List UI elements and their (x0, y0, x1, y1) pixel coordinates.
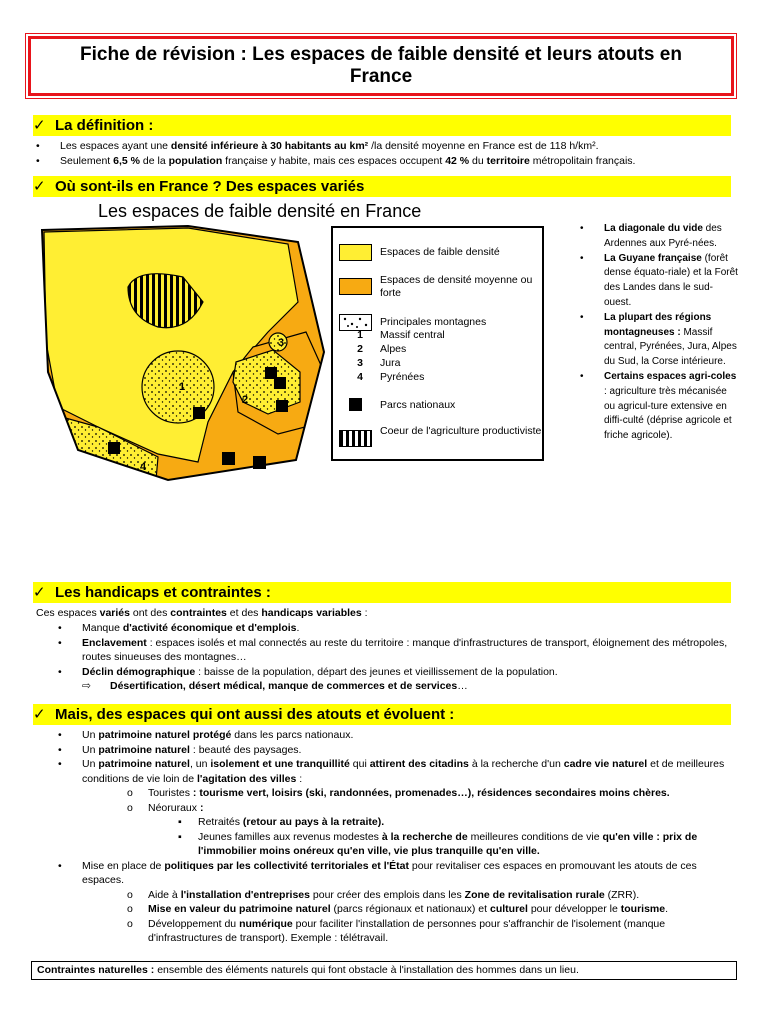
definition-box (31, 961, 737, 980)
text: Les espaces ayant une (60, 140, 171, 152)
bold-text: Zone de revitalisation rurale (464, 888, 605, 901)
text: française y habite, mais ces espaces occupent (222, 154, 446, 167)
bold-text: contraintes (170, 607, 227, 619)
park-marker (274, 377, 286, 389)
side-item (580, 370, 740, 444)
bold-text: d'activité économique et d'emplois (122, 622, 297, 634)
check-icon: ✓ (33, 706, 46, 723)
bold-text: politiques par les collectivité territoriales et l'État (164, 859, 409, 872)
legend-label: Principales montagnes (380, 316, 487, 328)
check-icon: ✓ (33, 584, 46, 601)
bold-text: Mise en valeur du patrimoine naturel (148, 903, 331, 915)
handicaps-intro (36, 606, 736, 621)
text: de la (139, 154, 169, 167)
text: , un (189, 758, 211, 770)
text: dans les parcs nationaux. (231, 729, 354, 741)
park-marker (276, 400, 288, 412)
bold-text: : (197, 801, 204, 814)
side-item (580, 252, 740, 311)
list-item (32, 139, 732, 154)
mountain-number-label: 4 (140, 461, 147, 473)
bold-text: isolement et une tranquillité (210, 758, 350, 770)
side-item-text: Massif central, Pyrénées, Jura, Alpes du Sud, la Corse intérieure. (604, 326, 737, 368)
france-density-map (38, 222, 330, 486)
bold-text: : tourisme vert, loisirs (ski, randonnées, promenades…), résidences secondaires moins chères. (190, 787, 670, 799)
definition-list (32, 139, 732, 168)
text: Néoruraux (148, 801, 198, 814)
side-item-text: des Ardennes aux Pyré-nées. (604, 223, 722, 249)
text: Retraités (198, 816, 241, 828)
legend-label: Pyrénées (380, 371, 425, 383)
text: (ZRR). (604, 888, 640, 901)
sub-item (54, 888, 732, 903)
bold-text: tourisme (620, 903, 666, 915)
text: pour créer des emplois dans les (309, 888, 465, 901)
mountain-number-label: 1 (179, 381, 186, 393)
bold-text: Désertification, désert médical, manque de commerces et de services (110, 680, 458, 692)
text: meilleures conditions de vie (470, 830, 600, 843)
legend-number: 1 (357, 329, 363, 341)
section-heading-definition (33, 115, 731, 136)
side-list (580, 222, 740, 444)
legend-label: Parcs nationaux (380, 399, 456, 411)
bold-text: territoire (486, 154, 530, 167)
list-item (54, 621, 732, 636)
text: … (457, 680, 468, 692)
legend-swatch-low (339, 244, 372, 261)
text: pour développer le (527, 903, 621, 915)
text: Mise en place de (82, 859, 165, 872)
legend-label: Massif central (380, 329, 445, 341)
side-item-text: : agriculture très mécanisée ou agricul-ture extensive en diffi-culté (déprise agricole et friche agricole). (604, 385, 732, 442)
side-item-bold: La diagonale du vide (604, 223, 703, 234)
text: Ces espaces (36, 607, 100, 619)
text: et de meilleures conditions de vie loin de (82, 758, 725, 785)
park-marker (193, 407, 205, 419)
text: Un (82, 743, 99, 756)
section-title: La définition : (55, 117, 154, 134)
text: métropolitain français. (529, 154, 636, 167)
park-square-icon (349, 398, 362, 411)
bold-text: numérique (239, 917, 293, 930)
bold-text: cadre vie naturel (563, 758, 648, 770)
definition-text: ensemble des éléments naturels qui font obstacle à l'installation des hommes dans un lieu. (154, 964, 579, 976)
bold-text: attirent des citadins (369, 758, 469, 770)
section-title: Les handicaps et contraintes : (55, 584, 271, 601)
list-item (54, 743, 732, 758)
section-heading-where (33, 176, 731, 197)
bold-text: l'agitation des villes (197, 772, 297, 785)
bold-text: variés (99, 607, 130, 619)
definition-term: Contraintes naturelles : (37, 964, 155, 976)
bold-text: Enclavement (82, 636, 147, 649)
bold-text: population (168, 154, 223, 167)
legend-swatch-agri (339, 430, 372, 447)
page-title: Fiche de révision : Les espaces de faible densité et leurs atouts en France (80, 44, 682, 87)
text: qui (349, 758, 370, 770)
text: du (469, 154, 487, 167)
bold-text: Déclin démographique (82, 665, 196, 678)
text: Développement du (148, 917, 240, 930)
bold-text: l'installation d'entreprises (180, 888, 310, 901)
bold-text: (retour au pays à la retraite). (240, 816, 385, 828)
legend-number: 2 (357, 343, 363, 355)
text: : beauté des paysages. (189, 743, 302, 756)
check-icon: ✓ (33, 117, 46, 134)
text: pour revitaliser ces espaces en promouvant les atouts de ces espaces. (82, 859, 697, 886)
bold-text: densité inférieure à 30 habitants au km² (170, 140, 369, 152)
section-title: Mais, des espaces qui ont aussi des atouts et évoluent : (55, 706, 455, 723)
list-item (54, 859, 732, 888)
legend-swatch-medium (339, 278, 372, 295)
text: pour faciliter l'installation de personnes pour s'affranchir de l'isolement (manque d'infrastructures de transport). Exemple : télétravail. (148, 917, 666, 944)
side-item-text: (forêt dense équato-riale) et la Forêt des Landes dans le sud-ouest. (604, 252, 738, 308)
atouts-list (54, 728, 732, 946)
text: à la recherche d'un (468, 758, 564, 770)
bold-text: patrimoine naturel (98, 758, 190, 770)
bold-text: patrimoine naturel protégé (98, 729, 232, 741)
text: . (296, 622, 300, 634)
list-item (54, 728, 732, 743)
text: ont des (130, 607, 171, 619)
text: Un (82, 758, 99, 770)
text: : espaces isolés et mal connectés au reste du territoire : manque d'infrastructures de transport, éloignement des métropoles, routes sinueuses des montagnes… (82, 636, 728, 663)
bold-text: 42 % (445, 154, 470, 167)
sub-item (54, 902, 732, 917)
section-heading-handicaps (33, 582, 731, 603)
legend-label: Alpes (380, 343, 407, 355)
text: Un (82, 729, 99, 741)
side-item-bold: La plupart des régions montagneuses : (604, 311, 712, 338)
sub-item (54, 917, 732, 946)
text: /la densité moyenne en France est de 118 h/km². (368, 140, 599, 152)
title-box (28, 36, 734, 96)
side-item (580, 222, 740, 252)
text: Manque (82, 622, 123, 634)
map-regions (38, 222, 330, 486)
bold-text: patrimoine naturel (98, 743, 190, 756)
text: : (361, 607, 368, 619)
side-item (580, 311, 740, 370)
text: : (296, 772, 303, 785)
sub-item (54, 786, 732, 801)
text: . (665, 903, 669, 915)
list-item (54, 636, 732, 665)
list-item-arrow (54, 679, 732, 694)
park-marker (108, 442, 120, 454)
text: (parcs régionaux et nationaux) et (330, 903, 490, 915)
park-marker (253, 456, 266, 469)
handicaps-list (54, 621, 732, 694)
map-title: Les espaces de faible densité en France (98, 201, 422, 221)
list-item (32, 154, 732, 169)
check-icon: ✓ (33, 178, 46, 195)
text: Touristes (148, 787, 191, 799)
text: : baisse de la population, départ des jeunes et vieillissement de la population. (195, 665, 558, 678)
side-item-bold: Certains espaces agri-coles (604, 370, 737, 382)
bold-text: handicaps variables (261, 607, 362, 619)
legend-label: Espaces de densité moyenne ou forte (380, 274, 533, 299)
map-legend (331, 226, 544, 461)
subsub-item (54, 830, 732, 859)
park-marker (222, 452, 235, 465)
text: Aide à (148, 888, 181, 901)
subsub-item (54, 815, 732, 830)
legend-label: Espaces de faible densité (380, 246, 500, 258)
mountain-number-label: 3 (278, 337, 285, 349)
list-item (54, 665, 732, 680)
side-item-bold: La Guyane française (604, 252, 702, 264)
legend-label: Jura (380, 357, 401, 369)
text: et des (226, 607, 262, 619)
section-title: Où sont-ils en France ? Des espaces variés (55, 178, 365, 195)
section-heading-atouts (33, 704, 731, 725)
bold-text: à la recherche de (378, 830, 471, 843)
legend-label: Coeur de l'agriculture productiviste (380, 425, 542, 437)
bold-text: qu'en ville : prix de l'immobilier moins onéreux qu'en ville, vie plus tranquille qu'en ville. (198, 830, 698, 857)
sub-item (54, 801, 732, 816)
bold-text: culturel (489, 903, 528, 915)
text: Jeunes familles aux revenus modestes (198, 830, 379, 843)
bold-text: 6,5 % (113, 154, 140, 167)
mountain-number-label: 2 (242, 394, 249, 406)
legend-number: 3 (357, 357, 363, 369)
legend-number: 4 (357, 371, 363, 383)
list-item (54, 757, 732, 786)
text: Seulement (60, 154, 114, 167)
